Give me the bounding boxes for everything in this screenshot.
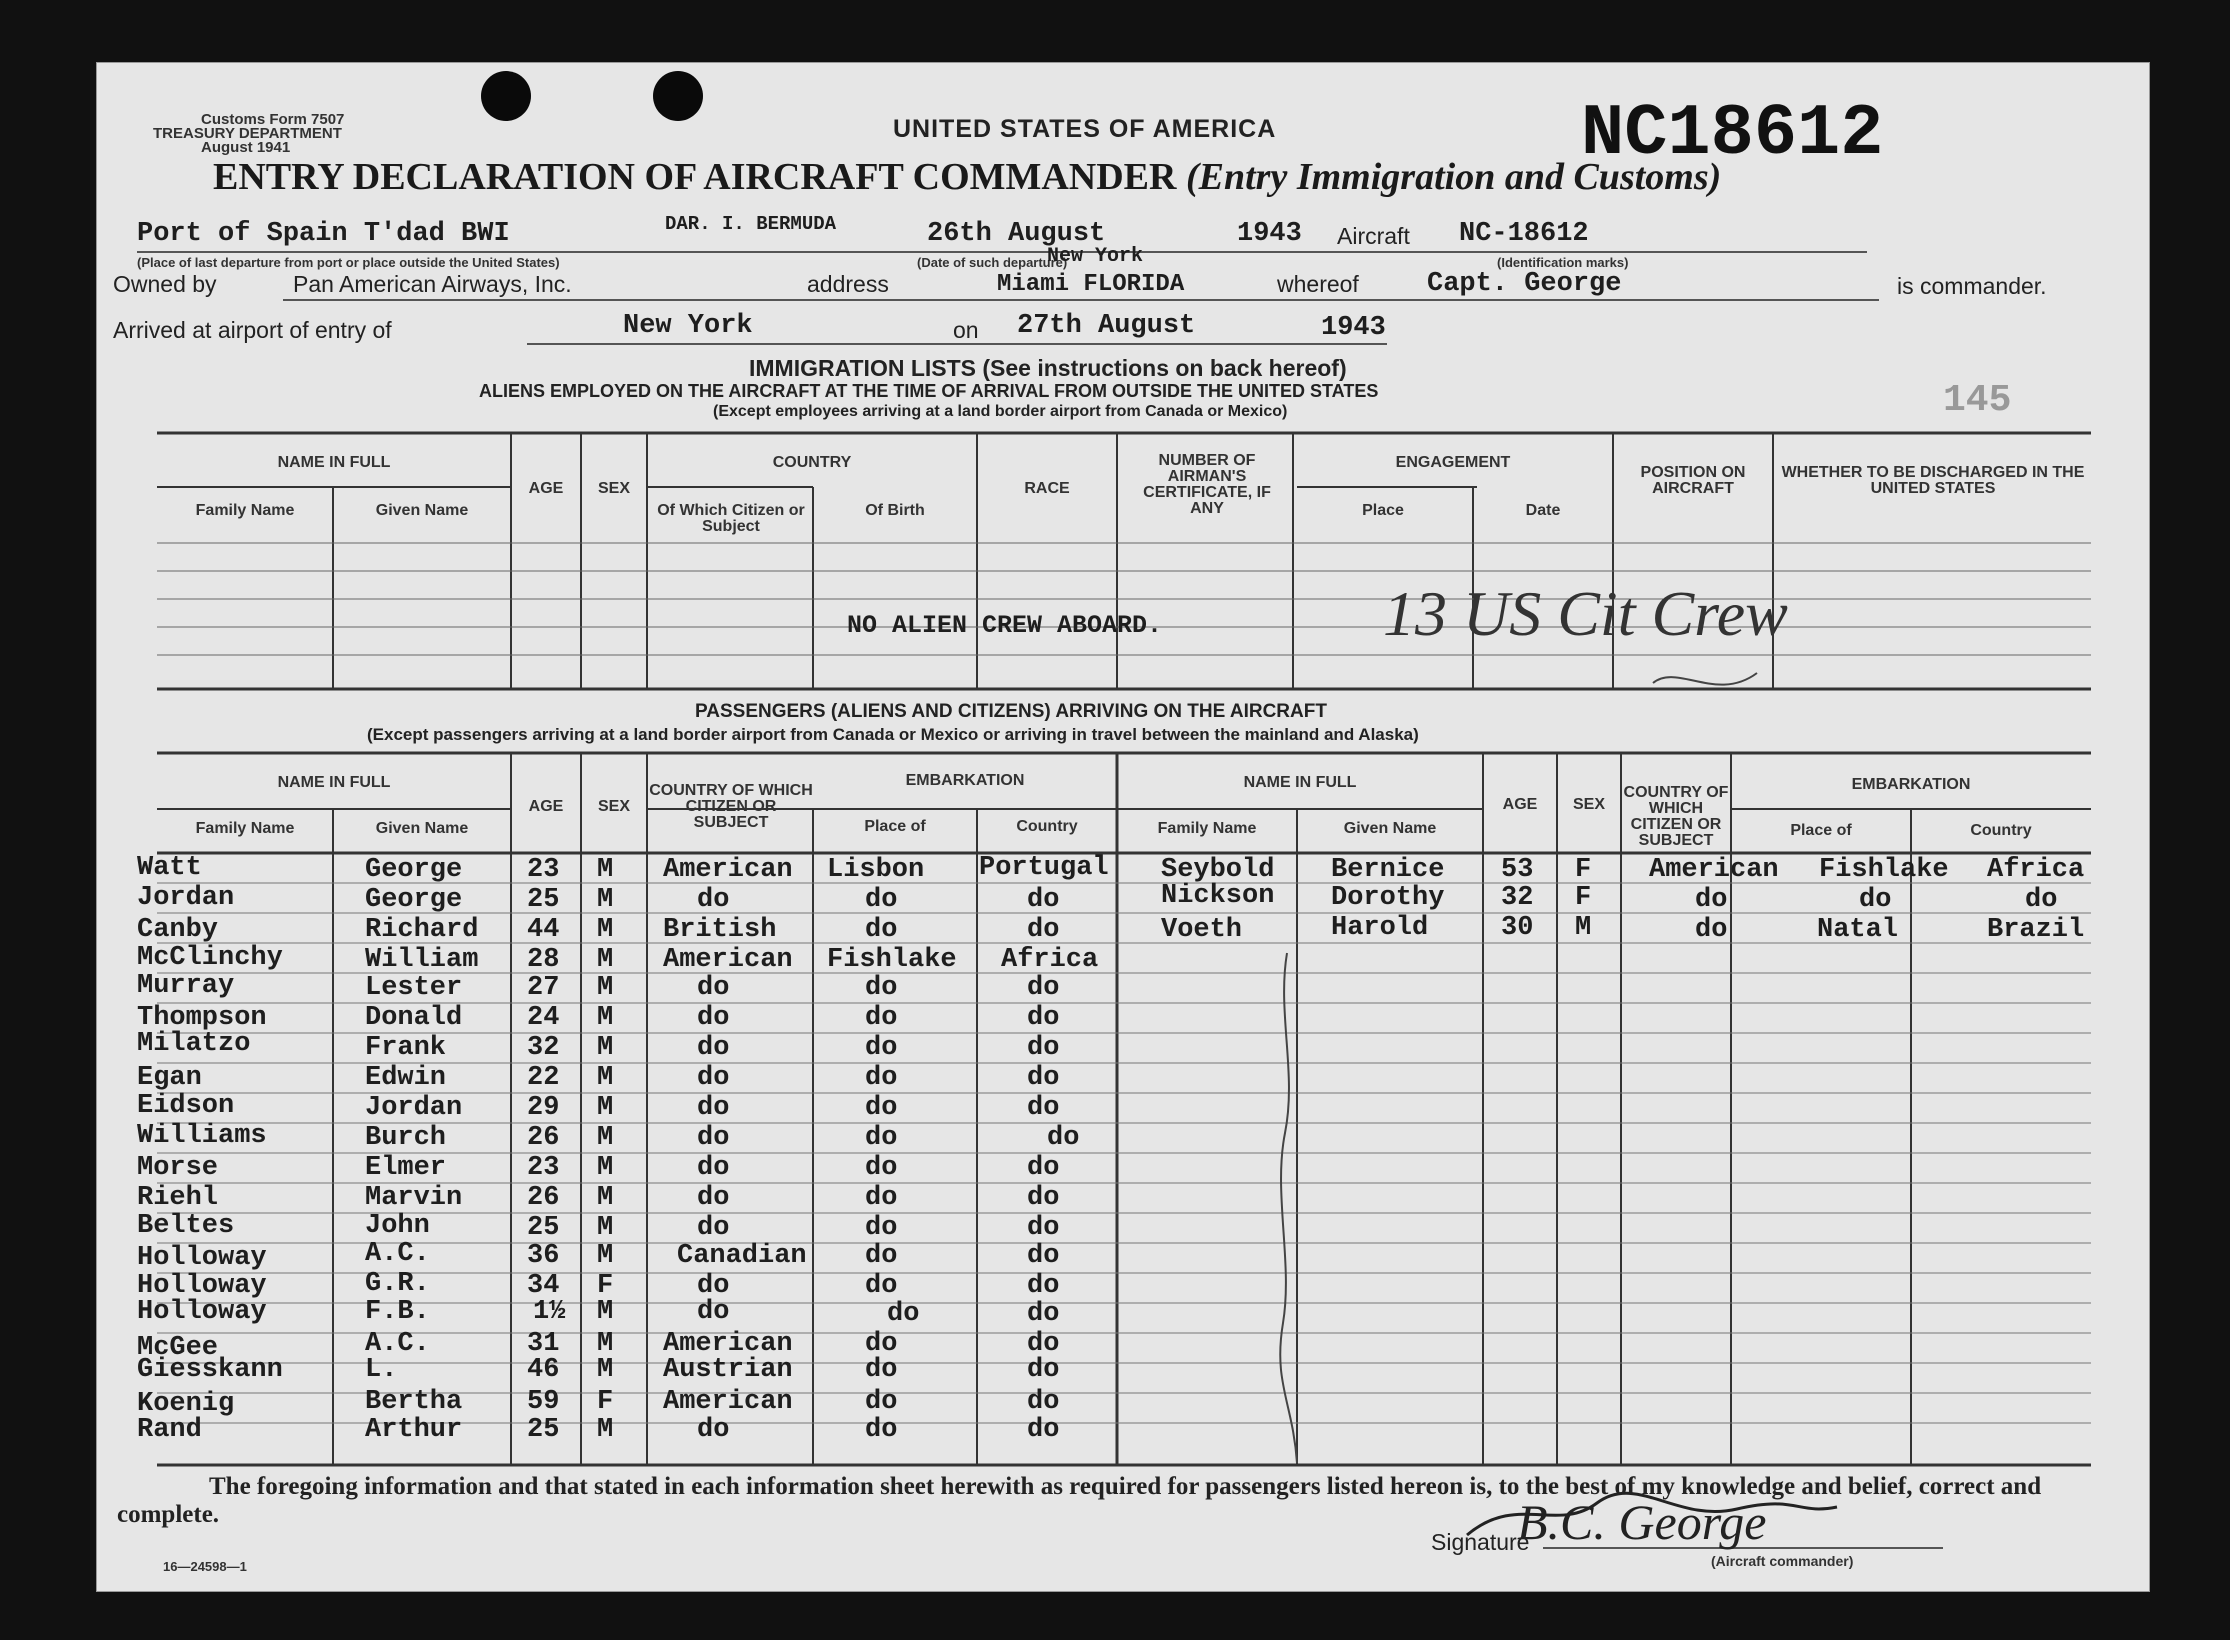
pax-place: do xyxy=(865,1183,898,1213)
pax-country: do xyxy=(1027,1153,1060,1183)
pax-country: do xyxy=(1027,1213,1060,1243)
pax-place: do xyxy=(865,1093,898,1123)
pax-given: A.C. xyxy=(365,1239,430,1269)
pax-given: F.B. xyxy=(365,1297,430,1327)
pax-place: do xyxy=(865,1033,898,1063)
pax-given: George xyxy=(365,855,463,885)
crew-header-birth: Of Birth xyxy=(865,502,925,519)
pax-age: 36 xyxy=(527,1241,560,1271)
pax-sex: M xyxy=(597,885,614,915)
pax-header-embarkation: EMBARKATION xyxy=(905,772,1025,789)
crew-handwritten: 13 US Cit Crew xyxy=(1383,578,1788,649)
pax-country: Portugal xyxy=(979,853,1109,883)
pax-place: do xyxy=(865,973,898,1003)
pax-header-country-right: Country xyxy=(1970,822,2032,839)
registration-stamp: NC18612 xyxy=(1581,93,1884,175)
pax-country: do xyxy=(1027,915,1060,945)
pax-given: Donald xyxy=(365,1003,463,1033)
departure-extra: DAR. I. BERMUDA xyxy=(665,213,837,235)
pax-family: Egan xyxy=(137,1063,202,1093)
pax-place: do xyxy=(865,1241,898,1271)
pax-country: do xyxy=(1027,885,1060,915)
pax-family: Seybold xyxy=(1161,855,1275,885)
crew-header-country: COUNTRY xyxy=(772,454,852,471)
address: Miami FLORIDA xyxy=(997,271,1185,298)
pax-header-citizen: COUNTRY OF WHICH CITIZEN OR SUBJECT xyxy=(649,782,813,831)
pax-country: do xyxy=(1047,1123,1080,1153)
pax-sex: M xyxy=(597,1123,614,1153)
pax-citizen: American xyxy=(663,1387,793,1417)
pax-given: Arthur xyxy=(365,1415,463,1445)
pax-citizen: do xyxy=(1695,915,1728,945)
pax-country: do xyxy=(1027,1241,1060,1271)
pax-given: L. xyxy=(365,1355,398,1385)
pax-family: McClinchy xyxy=(137,943,283,973)
pax-place: do xyxy=(865,1153,898,1183)
pax-country: do xyxy=(1027,1183,1060,1213)
pax-given: William xyxy=(365,945,479,975)
pax-header-family: Family Name xyxy=(195,820,295,837)
crew-header-given: Given Name xyxy=(375,502,469,519)
pax-age: 32 xyxy=(527,1033,560,1063)
pax-citizen: do xyxy=(697,1123,730,1153)
pax-sex: F xyxy=(597,1387,614,1417)
pax-sex: M xyxy=(597,1415,614,1445)
pax-place: Natal xyxy=(1817,915,1899,945)
pax-citizen: do xyxy=(697,1183,730,1213)
pax-country: do xyxy=(1027,1387,1060,1417)
pax-family: Jordan xyxy=(137,883,235,913)
crew-header-discharged: WHETHER TO BE DISCHARGED IN THE UNITED STATES xyxy=(1781,464,2085,497)
pax-country: do xyxy=(2025,885,2058,915)
pax-given: A.C. xyxy=(365,1329,430,1359)
handwritten-stroke xyxy=(1280,953,1297,1463)
crew-header-citizen: Of Which Citizen or Subject xyxy=(657,502,805,535)
pax-family: Murray xyxy=(137,971,235,1001)
pax-given: Edwin xyxy=(365,1063,447,1093)
pax-place: do xyxy=(865,885,898,915)
pax-country: do xyxy=(1027,1063,1060,1093)
pax-age: 27 xyxy=(527,973,560,1003)
pax-family: Morse xyxy=(137,1153,219,1183)
pax-place: do xyxy=(865,1355,898,1385)
pax-citizen: American xyxy=(663,945,793,975)
pax-given: Burch xyxy=(365,1123,447,1153)
pax-country: Brazil xyxy=(1987,915,2085,945)
pax-country: do xyxy=(1027,1355,1060,1385)
pax-given: Harold xyxy=(1331,913,1429,943)
pax-sex: M xyxy=(597,855,614,885)
pax-family: Riehl xyxy=(137,1183,219,1213)
pax-country: do xyxy=(1027,1093,1060,1123)
pax-given: Jordan xyxy=(365,1093,463,1123)
pax-place: do xyxy=(865,1415,898,1445)
pax-country: Africa xyxy=(1001,945,1099,975)
pax-sex: F xyxy=(1575,883,1592,913)
title-sub: (Entry Immigration and Customs) xyxy=(1185,156,1722,198)
pax-header-embarkation-right: EMBARKATION xyxy=(1851,776,1971,793)
pax-citizen: American xyxy=(663,1329,793,1359)
pax-place: do xyxy=(865,1003,898,1033)
pax-family: Watt xyxy=(137,853,202,883)
departure-note: (Place of last departure from port or place outside the United States) xyxy=(137,255,560,270)
pax-family: Nickson xyxy=(1161,881,1275,911)
pax-header-name: NAME IN FULL xyxy=(277,774,391,791)
aircraft-id: NC-18612 xyxy=(1459,219,1589,249)
pax-sex: M xyxy=(597,945,614,975)
pax-family: Koenig xyxy=(137,1389,235,1419)
pax-age: 25 xyxy=(527,1213,560,1243)
pax-age: 46 xyxy=(527,1355,560,1385)
pax-citizen: do xyxy=(697,1093,730,1123)
pax-header-given-right: Given Name xyxy=(1343,820,1437,837)
pax-given: Bertha xyxy=(365,1387,463,1417)
pax-sex: M xyxy=(597,1297,614,1327)
handwritten-stroke xyxy=(1653,673,1757,685)
pax-country: do xyxy=(1027,973,1060,1003)
pax-given: Bernice xyxy=(1331,855,1445,885)
departure-year: 1943 xyxy=(1237,219,1302,249)
pax-place: do xyxy=(865,915,898,945)
pax-given: Richard xyxy=(365,915,479,945)
crew-header-engagement: ENGAGEMENT xyxy=(1395,454,1511,471)
pax-citizen: American xyxy=(663,855,793,885)
pax-header-age-right: AGE xyxy=(1502,796,1538,813)
pax-age: 44 xyxy=(527,915,560,945)
pax-citizen: do xyxy=(697,1415,730,1445)
crew-header-cert: NUMBER OF AIRMAN'S CERTIFICATE, IF ANY xyxy=(1143,452,1271,517)
pax-family: Giesskann xyxy=(137,1355,283,1385)
crew-note: NO ALIEN CREW ABOARD. xyxy=(847,611,1163,640)
pax-sex: M xyxy=(597,973,614,1003)
pax-given: John xyxy=(365,1211,430,1241)
pax-age: 24 xyxy=(527,1003,560,1033)
pax-place: do xyxy=(865,1271,898,1301)
pax-age: 22 xyxy=(527,1063,560,1093)
pax-country: do xyxy=(1027,1271,1060,1301)
pax-age: 29 xyxy=(527,1093,560,1123)
pax-age: 1½ xyxy=(533,1297,566,1327)
pax-family: Canby xyxy=(137,915,219,945)
pax-given: Elmer xyxy=(365,1153,447,1183)
pax-place: Fishlake xyxy=(1819,855,1949,885)
signature-label: Signature xyxy=(1431,1529,1530,1555)
pax-citizen: do xyxy=(697,1063,730,1093)
pax-family: Milatzo xyxy=(137,1029,251,1059)
on-label: on xyxy=(953,317,979,343)
pax-place: do xyxy=(1859,885,1892,915)
pax-sex: M xyxy=(597,1213,614,1243)
pax-place: do xyxy=(865,1329,898,1359)
pax-header-given: Given Name xyxy=(375,820,469,837)
pax-citizen: American xyxy=(1649,855,1779,885)
pax-header-family-right: Family Name xyxy=(1157,820,1257,837)
pax-age: 23 xyxy=(527,855,560,885)
departure-place: Port of Spain T'dad BWI xyxy=(137,219,510,249)
arrival-date: 27th August xyxy=(1017,311,1196,341)
form-number: Customs Form 7507 xyxy=(201,111,345,128)
pax-citizen: do xyxy=(697,1271,730,1301)
departure-date: 26th August xyxy=(927,219,1106,249)
crew-header-date: Date xyxy=(1525,502,1561,519)
form-date: August 1941 xyxy=(201,139,291,156)
pax-family: Thompson xyxy=(137,1003,267,1033)
pax-country: do xyxy=(1027,1003,1060,1033)
crew-header-name: NAME IN FULL xyxy=(277,454,391,471)
department: TREASURY DEPARTMENT xyxy=(153,125,342,142)
country-heading: UNITED STATES OF AMERICA xyxy=(893,115,1277,143)
crew-header-age: AGE xyxy=(528,480,564,497)
crew-header-family: Family Name xyxy=(195,502,295,519)
crew-header-race: RACE xyxy=(1024,480,1070,497)
address-extra: New York xyxy=(1047,245,1144,268)
signature: B.C. George xyxy=(1517,1494,1767,1550)
crew-header-position: POSITION ON AIRCRAFT xyxy=(1640,464,1746,497)
document-page xyxy=(96,62,2150,1592)
pax-place: do xyxy=(865,1063,898,1093)
pax-sex: M xyxy=(597,1003,614,1033)
pax-sex: M xyxy=(597,1033,614,1063)
pax-place: do xyxy=(865,1387,898,1417)
passengers-title: PASSENGERS (ALIENS AND CITIZENS) ARRIVING ON THE AIRCRAFT xyxy=(695,701,1327,722)
pax-header-sex-right: SEX xyxy=(1572,796,1605,813)
pax-family: Eidson xyxy=(137,1091,235,1121)
pax-age: 32 xyxy=(1501,883,1534,913)
immigration-note: (Except employees arriving at a land border airport from Canada or Mexico) xyxy=(713,403,1288,420)
pax-age: 23 xyxy=(527,1153,560,1183)
pax-age: 34 xyxy=(527,1271,560,1301)
passengers-note: (Except passengers arriving at a land border airport from Canada or Mexico or arriving in travel between the mainland and Alaska) xyxy=(367,725,1419,744)
pax-sex: M xyxy=(597,915,614,945)
pax-header-name-right: NAME IN FULL xyxy=(1243,774,1357,791)
pax-country: do xyxy=(1027,1299,1060,1329)
pax-sex: M xyxy=(597,1241,614,1271)
pax-country: do xyxy=(1027,1329,1060,1359)
pax-family: McGee xyxy=(137,1333,219,1363)
crew-header-place: Place xyxy=(1362,502,1404,519)
pax-family: Holloway xyxy=(137,1271,267,1301)
pax-family: Beltes xyxy=(137,1211,235,1241)
pax-sex: M xyxy=(597,1063,614,1093)
pax-age: 28 xyxy=(527,945,560,975)
pax-citizen: do xyxy=(1695,885,1728,915)
arrival-port: New York xyxy=(623,311,753,341)
title-main: ENTRY DECLARATION OF AIRCRAFT COMMANDER xyxy=(213,156,1177,198)
footer-code: 16—24598—1 xyxy=(163,1559,247,1574)
pax-citizen: do xyxy=(697,885,730,915)
pax-family: Williams xyxy=(137,1121,267,1151)
pax-citizen: British xyxy=(663,915,777,945)
pax-place: do xyxy=(865,1213,898,1243)
crew-header-sex: SEX xyxy=(597,480,630,497)
pax-family: Voeth xyxy=(1161,915,1243,945)
pax-citizen: do xyxy=(697,1213,730,1243)
pax-age: 53 xyxy=(1501,855,1534,885)
pax-age: 25 xyxy=(527,885,560,915)
pax-header-age: AGE xyxy=(528,798,564,815)
pax-header-place: Place of xyxy=(864,818,926,835)
pax-age: 30 xyxy=(1501,913,1534,943)
pax-citizen: Austrian xyxy=(663,1355,793,1385)
pax-citizen: do xyxy=(697,1297,730,1327)
pax-citizen: do xyxy=(697,1153,730,1183)
pax-citizen: do xyxy=(697,1033,730,1063)
ident-note: (Identification marks) xyxy=(1497,255,1629,270)
pax-header-country: Country xyxy=(1016,818,1078,835)
pax-given: George xyxy=(365,885,463,915)
pax-sex: M xyxy=(1575,913,1592,943)
pax-age: 31 xyxy=(527,1329,560,1359)
immigration-title: IMMIGRATION LISTS (See instructions on back hereof) xyxy=(749,355,1347,381)
pax-given: Frank xyxy=(365,1033,447,1063)
commander-suffix: is commander. xyxy=(1897,273,2047,299)
pax-place: Fishlake xyxy=(827,945,957,975)
pax-age: 26 xyxy=(527,1123,560,1153)
signature-note: (Aircraft commander) xyxy=(1711,1553,1854,1569)
pax-sex: M xyxy=(597,1093,614,1123)
pax-sex: M xyxy=(597,1329,614,1359)
pax-given: G.R. xyxy=(365,1269,430,1299)
pax-citizen: do xyxy=(697,1003,730,1033)
pax-country: Africa xyxy=(1987,855,2085,885)
pax-given: Dorothy xyxy=(1331,883,1445,913)
arrival-year: 1943 xyxy=(1321,313,1386,343)
pax-citizen: do xyxy=(697,973,730,1003)
owner: Pan American Airways, Inc. xyxy=(293,271,572,297)
pax-place: do xyxy=(887,1299,920,1329)
pax-sex: M xyxy=(597,1153,614,1183)
arrived-label: Arrived at airport of entry of xyxy=(113,317,392,343)
pax-age: 25 xyxy=(527,1415,560,1445)
pax-age: 59 xyxy=(527,1387,560,1417)
address-label: address xyxy=(807,271,889,297)
pax-given: Marvin xyxy=(365,1183,463,1213)
declaration-text: The foregoing information and that stated in each information sheet herewith as required for passengers listed hereon is, to the best of my knowledge and belief, correct and complete. xyxy=(117,1473,2042,1528)
pax-family: Holloway xyxy=(137,1297,267,1327)
pax-sex: F xyxy=(1575,855,1592,885)
pax-citizen: Canadian xyxy=(677,1241,807,1271)
pax-sex: M xyxy=(597,1355,614,1385)
immigration-subtitle: ALIENS EMPLOYED ON THE AIRCRAFT AT THE TIME OF ARRIVAL FROM OUTSIDE THE UNITED STATES xyxy=(479,381,1379,401)
pax-given: Lester xyxy=(365,973,463,1003)
pax-family: Holloway xyxy=(137,1243,267,1273)
pax-sex: M xyxy=(597,1183,614,1213)
pax-age: 26 xyxy=(527,1183,560,1213)
pax-header-citizen-right: COUNTRY OF WHICH CITIZEN OR SUBJECT xyxy=(1623,784,1729,849)
pax-place: do xyxy=(865,1123,898,1153)
date-note: (Date of such departure) xyxy=(917,255,1068,270)
owned-label: Owned by xyxy=(113,271,217,297)
pax-place: Lisbon xyxy=(827,855,925,885)
aircraft-label: Aircraft xyxy=(1337,223,1410,249)
commander: Capt. George xyxy=(1427,269,1622,299)
pax-country: do xyxy=(1027,1033,1060,1063)
page-number: 145 xyxy=(1943,379,2012,422)
whereof-label: whereof xyxy=(1277,271,1359,297)
pax-family: Rand xyxy=(137,1415,202,1445)
pax-sex: F xyxy=(597,1271,614,1301)
pax-header-sex: SEX xyxy=(597,798,630,815)
pax-country: do xyxy=(1027,1415,1060,1445)
pax-header-place-right: Place of xyxy=(1790,822,1852,839)
